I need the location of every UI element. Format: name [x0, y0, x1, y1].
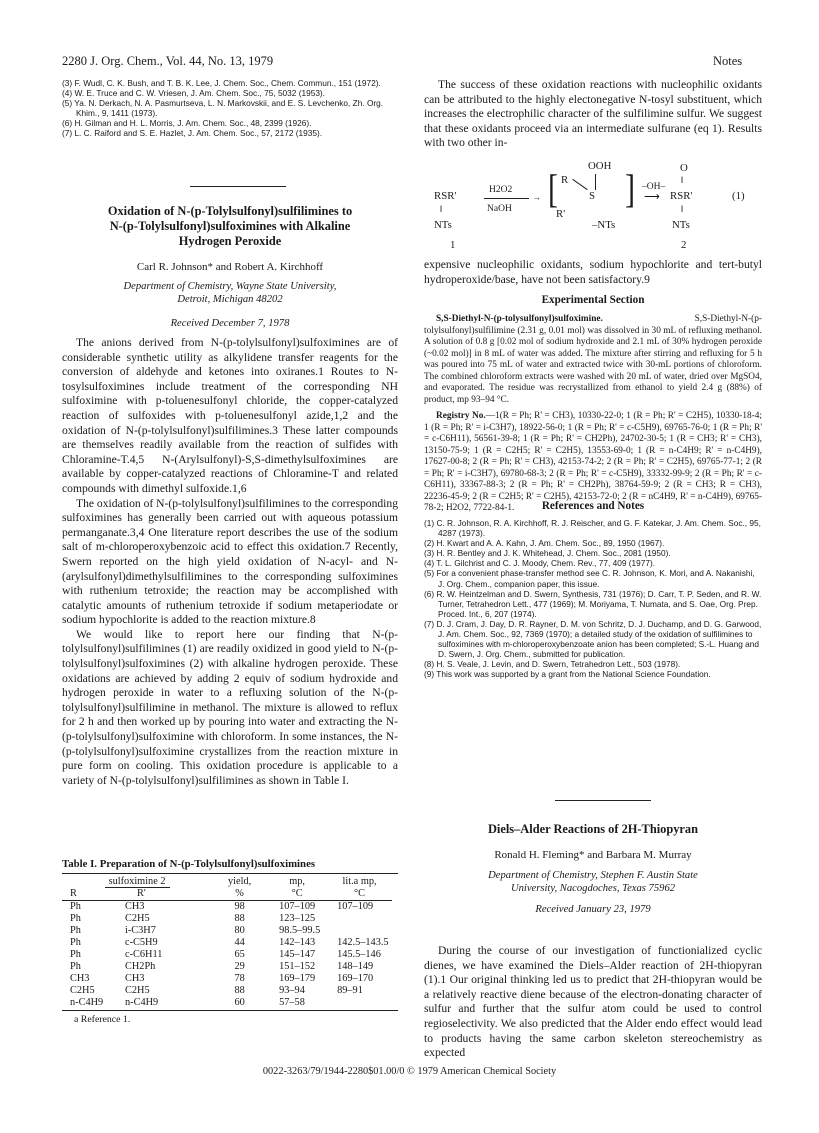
table-cell: 151–152	[279, 961, 316, 972]
article1-body	[62, 336, 398, 788]
reference-item: (7) L. C. Raiford and S. E. Hazlet, J. Am. Chem. Soc., 57, 2172 (1935).	[62, 128, 323, 139]
table-header-lit: lit.a mp,	[342, 876, 377, 887]
reference-item: (1) C. R. Johnson, R. A. Kirchhoff, R. J. Reischer, and G. F. Katekar, J. Am. Chem. Soc., 95, 4287 (1973).	[424, 518, 761, 539]
table-cell: 98	[234, 901, 245, 912]
reference-item: (3) H. R. Bentley and J. K. Whitehead, J. Chem. Soc., 2081 (1950).	[424, 548, 671, 559]
article2-body	[424, 944, 762, 1061]
table-cell: C2H5	[125, 913, 150, 924]
table-cell: 78	[234, 973, 245, 984]
table-cell: Ph	[70, 925, 81, 936]
eq-reactant: RSR'	[434, 190, 457, 202]
table-1	[62, 858, 398, 1025]
reference-item: (5) Ya. N. Derkach, N. A. Pasmurtseva, L. N. Markovskii, and E. S. Levchenko, Zh. Org. Khim., 9, 1411 (1973).	[62, 98, 384, 119]
table-cell: n-C4H9	[70, 997, 104, 1008]
table-cell: 57–58	[279, 997, 305, 1008]
table-caption: Table I. Preparation of N-(p-Tolylsulfonyl)sulfoximines	[62, 858, 316, 870]
table-cell: 169–170	[337, 973, 374, 984]
table-cell: Ph	[70, 913, 81, 924]
table-cell: 142–143	[279, 937, 316, 948]
table-header-yield: yield,	[228, 876, 252, 887]
table-cell: 107–109	[279, 901, 316, 912]
table-cell: 148–149	[337, 961, 374, 972]
eq-base: NaOH	[487, 204, 512, 214]
affiliation: Department of Chemistry, Stephen F. Austin State	[488, 870, 698, 881]
page-footer: 0022-3263/79/1944-2280$01.00/0 © 1979 American Chemical Society	[262, 1066, 557, 1077]
table-cell: c-C6H11	[125, 949, 163, 960]
table-cell: 142.5–143.5	[337, 937, 389, 948]
reference-item: (8) H. S. Veale, J. Levin, and D. Swern, Tetrahedron Lett., 503 (1978).	[424, 659, 681, 670]
table-cell: 145–147	[279, 949, 316, 960]
table-group-header: sulfoximine 2	[105, 876, 170, 888]
table-cell: 60	[234, 997, 245, 1008]
table-header-rprime: R'	[137, 888, 146, 899]
affiliation: Department of Chemistry, Wayne State University,	[123, 281, 337, 292]
body-paragraph: The anions derived from N-(p-tolylsulfonyl)sulfoximines are of considerable synthetic utility as alkylidene transfer reagents for the conversion of aldehyde and ketones into oxiranes.1 Routes to N-tosylsulfoximines include treatment of the corresponding NH sulfoximine with p-toluenesulfonyl chloride, the copper-catalyzed reaction of sulfoxides with p-toluenesulfonyl azide,1,2 and the oxidation of N-(p-tolylsulfonyl)sulfilimines.3 These latter compounds are themselves readily available from the reaction of sulfides with Chloramine-T.4,5 N-(Arylsulfonyl)-S,S-dimethylsulfoximines are available by copper-catalyzed reactions of Chloramine-T and related compounds with dimethyl sulfoxide.1,6	[62, 336, 398, 495]
received-date: Received January 23, 1979	[535, 904, 651, 915]
table-header-r: R	[70, 888, 77, 899]
table-row	[62, 997, 392, 1009]
experimental-compound: S,S-Diethyl-N-(p-tolysulfonyl)sulfoximine.	[436, 314, 603, 324]
table-row	[62, 925, 392, 937]
table-cell	[327, 997, 392, 1009]
references-heading: References and Notes	[541, 500, 645, 512]
article1-heading	[62, 204, 398, 330]
table-cell: Ph	[70, 937, 81, 948]
table-row	[62, 961, 392, 973]
table-header-yield-unit: %	[235, 888, 244, 899]
table-cell: CH2Ph	[125, 961, 156, 972]
left-reference-list	[62, 78, 398, 139]
reference-item: (7) D. J. Cram, J. Day, D. R. Rayner, D. M. von Schritz, D. J. Duchamp, and D. G. Garwood, J. Am. Chem. Soc., 92, 7369 (1970); a detailed study of the oxidation of sulfilimines to sulfoximines with m-chloroperoxybenzoate anion has been completed; S.-L. Huang and D. Swern, J. Org. Chem., submitted for publication.	[424, 618, 762, 660]
eq-intermediate-nts: –NTs	[592, 219, 616, 231]
article2-heading	[424, 822, 762, 916]
eq-intermediate-r: R	[561, 174, 569, 186]
table-header-mp-unit: °C	[291, 888, 303, 899]
table-cell: CH3	[125, 901, 145, 912]
reference-item: (4) T. L. Gilchrist and C. J. Moody, Chem. Rev., 77, 409 (1977).	[424, 558, 656, 569]
authors: Ronald H. Fleming* and Barbara M. Murray	[494, 849, 692, 861]
experimental-text: S,S-Diethyl-N-(p-tolylsulfonyl)sulfilimine (2.31 g, 0.01 mol) was dissolved in 30 mL of refluxing methanol. A solution of 0.8 g [0.02 mol of sodium hydroxide and 2.1 mL of 30% hydrogen peroxide (~0.02 mol)] in 8 mL of water was added. The mixture after stirring and refluxing for 5 h was poured into 75 mL of water and extracted twice with 30-mL portions of chloroform. The combined chloroform extracts were washed with 20 mL of water, dried over MgSO4, and evaporated. The residue was recrystallized from ethanol to yield 2.4 g (88%) of product, mp 93–94 °C.	[424, 314, 762, 405]
section-label: Notes	[713, 54, 743, 68]
table-cell: 65	[234, 949, 245, 960]
body-paragraph: The success of these oxidation reactions with nucleophilic oxidants can be attributed to the highly electonegative N-tosyl substituent, which increases the electrophilic character of the sulfilimine sulfur. We suggest that these oxidants proceed via an intermediate sulfurane (eq 1). Results with two other in-	[424, 78, 762, 150]
reference-item: (2) H. Kwart and A. A. Kahn, J. Am. Chem. Soc., 89, 1950 (1967).	[424, 538, 665, 549]
body-paragraph: We would like to report here our finding that N-(p-tolylsulfonyl)sulfilimines (1) are readily oxidized in good yield to N-(p-tolylsulfonyl)sulfoximines (2) with alkaline hydrogen peroxide. These oxidations are achieved by adding 2 equiv of sodium hydroxide and hydrogen peroxide in water to a refluxing solution of the N-(p-tolylsulfonyl)sulfilimine in methanol. The mixture is allowed to reflux for 2 h and then worked up by pouring into water and extracting the N-(p-tolylsulfonyl)sulfoximine with chloroform. In some instances, the N-(p-tolylsulfonyl)sulfoximine crystallizes from the reaction mixture in pure form on cooling. This oxidation procedure is applicable to a variety of N-(p-tolylsulfonyl)sulfilimines as shown in Table I.	[62, 627, 398, 787]
eq-intermediate-ooh: OOH	[588, 160, 612, 172]
reference-item: (6) R. W. Heintzelman and D. Swern, Synthesis, 731 (1976); D. Carr, T. P. Seden, and R. W. Turner, Tetrahedron Lett., 477 (1969); M. Moriyama, T. Numata, and S. Oae, Org. Prep. Proced. Int., 6, 207 (1974).	[424, 588, 762, 619]
table-cell: 80	[234, 925, 245, 936]
table-cell: CH3	[125, 973, 145, 984]
body-paragraph: expensive nucleophilic oxidants, sodium hypochlorite and tert-butyl hydroperoxide/base, have not been satisfactory.9	[424, 258, 762, 286]
running-header: 2280 J. Org. Chem., Vol. 44, No. 13, 1979	[62, 54, 274, 68]
table-cell: C2H5	[70, 985, 95, 996]
table-cell	[327, 925, 392, 937]
right-intro-cont	[424, 258, 762, 287]
registry-text: —1(R = Ph; R' = CH3), 10330-22-0; 1 (R = Ph; R' = C2H5), 10330-18-4; 1 (R = Ph; R' = i-C3H7), 18922-56-0; 1 (R = Ph; R' = c-C5H9), 69765-76-0; 1 (R = Ph; R' = c-C6H11), 56561-39-8; 1 (R = Ph; R' = CH2Ph), 24702-30-5; 1 (R = CH3; R' = CH3), 13150-75-9; 1 (R = C2H5; R' = C2H5), 13553-69-0; 1 (R = n-C4H9; R' = n-C4H9), 17627-00-8; 2 (R = Ph; R' = CH3), 42153-74-2; 2 (R = Ph; R' = C2H5), 69765-77-1; 2 (R = Ph; R' = i-C3H7), 69780-68-3; 2 (R = Ph; R' = c-C5H9), 33332-99-9; 2 (R = Ph; R' = c-C6H11), 33367-88-3; 2 (R = Ph; R' = CH2Ph), 38764-59-9; 2 (R = CH3; R = CH3), 22236-45-9; 2 (R = C2H5; R' = C2H5), 42153-72-0; 2 (R = nC4H9, R' = n-C4H9), 69765-78-2; H2O2, 7722-84-1.	[424, 411, 762, 513]
equation-1: RSR' ‖ NTs 1 H2O2 → NaOH [ OOH R S R' –NTs ] –OH– ⟶ O ‖ RSR' ‖ NTs 2 (1)	[434, 160, 745, 251]
table-header-lit-unit: °C	[354, 888, 366, 899]
eq-intermediate-s: S	[589, 190, 596, 202]
reference-item: (9) This work was supported by a grant from the National Science Foundation.	[424, 669, 711, 680]
table-cell: Ph	[70, 949, 81, 960]
received-date: Received December 7, 1978	[170, 318, 290, 329]
eq-product-nts: NTs	[672, 219, 690, 231]
table-row	[62, 937, 392, 949]
table-cell: 88	[234, 985, 245, 996]
table-cell: 145.5–146	[337, 949, 381, 960]
table-footnote: a Reference 1.	[74, 1014, 131, 1025]
separator-rule	[555, 800, 651, 801]
table-row	[62, 973, 392, 985]
table-row	[62, 949, 392, 961]
experimental-section	[424, 314, 762, 515]
eq-reactant-nts: NTs	[434, 219, 452, 231]
eq-number: (1)	[732, 190, 745, 202]
reference-item: (4) W. E. Truce and C. W. Vriesen, J. Am. Chem. Soc., 75, 5032 (1953).	[62, 88, 325, 99]
table-cell: 89–91	[337, 985, 363, 996]
table-cell: 88	[234, 913, 245, 924]
eq-label-2: 2	[681, 239, 687, 251]
body-paragraph: During the course of our investigation of functionialized cyclic dienes, we have examined the Diels–Alder reaction of 2H-thiopyran (1).1 Our original thinking led us to predict that 2H-thiopyran would be a relatively reactive diene because of the electron-donating character of sulfur and further that the sulfur atom could be used to control regioselectivity. We also predicted that the Alder endo effect would lead to products having the same carbon skeleton stereochemistry as expected	[424, 944, 762, 1060]
table-cell: CH3	[70, 973, 90, 984]
article-title-line: Oxidation of N-(p-Tolylsulfonyl)sulfilimines to	[107, 204, 353, 218]
table-row	[62, 913, 392, 925]
table-row	[62, 901, 392, 914]
registry-label: Registry No.	[436, 411, 486, 421]
references-list	[424, 518, 762, 680]
table-cell: Ph	[70, 961, 81, 972]
eq-label-1: 1	[450, 239, 456, 251]
table-cell: i-C3H7	[125, 925, 156, 936]
body-paragraph: The oxidation of N-(p-tolylsulfonyl)sulfilimines to the corresponding sulfoximines has generally been carried out with aqueous potassium permanganate.3,4 One literature report describes the use of the sodium salt of m-chloroperoxybenzoic acid to effect this oxidation.7 Recently, Swern reported on the high yield oxidation of N-acyl- and N-(arylsulfonyl)dimethylsulfilimines to the corresponding sulfoximines with ruthenium tetroxide; the reaction may be accomplished with catalytic amounts of ruthenium tetroxide if sodium metaperiodate or sodium hypochlorite is added to the reaction mixture.8	[62, 496, 398, 627]
table-cell: 44	[234, 937, 245, 948]
table-cell: Ph	[70, 901, 81, 912]
table-cell: 123–125	[279, 913, 316, 924]
eq-reagent: H2O2	[489, 185, 513, 195]
article-title-line: Hydrogen Peroxide	[178, 234, 282, 248]
eq-product: RSR'	[670, 190, 693, 202]
table-cell: 98.5–99.5	[279, 925, 321, 936]
article-title: Diels–Alder Reactions of 2H-Thiopyran	[487, 822, 699, 836]
table-cell: 169–179	[279, 973, 316, 984]
eq-leaving: –OH–	[642, 182, 666, 192]
reference-item: (6) H. Gilman and H. L. Morris, J. Am. Chem. Soc., 48, 2399 (1926).	[62, 118, 312, 129]
experimental-heading: Experimental Section	[541, 294, 645, 306]
table-cell: n-C4H9	[125, 997, 159, 1008]
table-cell	[327, 913, 392, 925]
reference-item: (3) F. Wudl, C. K. Bush, and T. B. K. Lee, J. Chem. Soc., Chem. Commun., 151 (1972).	[62, 78, 381, 88]
reference-item: (5) For a convenient phase-transfer method see C. R. Johnson, K. Mori, and A. Nakanishi, J. Org. Chem., companion paper, this issue.	[424, 568, 755, 589]
separator-rule	[190, 186, 286, 187]
eq-intermediate-rp: R'	[556, 208, 566, 220]
table-row	[62, 985, 392, 997]
authors: Carl R. Johnson* and Robert A. Kirchhoff	[136, 261, 324, 273]
eq-product-o: O	[680, 162, 688, 174]
table-cell: 93–94	[279, 985, 305, 996]
table-cell: 107–109	[337, 901, 374, 912]
table-cell: c-C5H9	[125, 937, 158, 948]
article-title-line: N-(p-Tolylsulfonyl)sulfoximines with Alkaline	[109, 219, 351, 233]
table-header-mp: mp,	[289, 876, 305, 887]
affiliation: University, Nacogdoches, Texas 75962	[510, 883, 676, 894]
affiliation: Detroit, Michigan 48202	[177, 294, 283, 305]
table-cell: 29	[234, 961, 245, 972]
table-cell: C2H5	[125, 985, 150, 996]
right-intro	[424, 78, 762, 151]
